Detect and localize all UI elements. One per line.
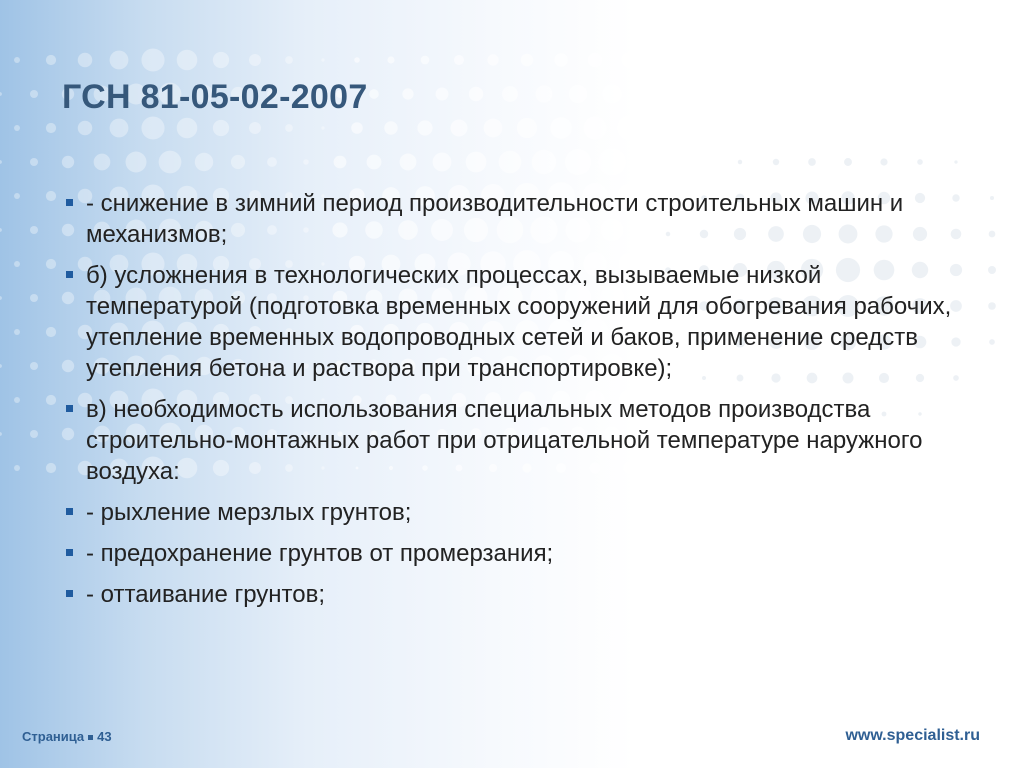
background-dot bbox=[0, 432, 2, 436]
bullet-item bbox=[66, 394, 966, 487]
background-dot bbox=[30, 158, 38, 166]
background-dot bbox=[738, 160, 742, 164]
background-dot bbox=[14, 193, 20, 199]
bullet-square-icon bbox=[66, 199, 73, 206]
background-dot bbox=[177, 118, 198, 139]
background-dot bbox=[402, 88, 413, 99]
background-dot bbox=[487, 54, 498, 65]
background-dot bbox=[859, 52, 875, 68]
background-dot bbox=[1014, 428, 1024, 440]
bullet-square-icon bbox=[66, 405, 73, 412]
background-dot bbox=[565, 149, 591, 175]
background-dot bbox=[808, 158, 816, 166]
background-dot bbox=[989, 231, 996, 238]
background-dot bbox=[1007, 217, 1024, 243]
background-dot bbox=[213, 52, 229, 68]
background-dot bbox=[689, 52, 705, 68]
background-dot bbox=[550, 117, 572, 139]
background-dot bbox=[684, 115, 710, 141]
background-dot bbox=[502, 86, 518, 102]
background-dot bbox=[30, 430, 38, 438]
background-dot bbox=[979, 427, 993, 441]
bullet-text: - снижение в зимний период производительности строительных машин и механизмов; bbox=[86, 190, 904, 248]
background-dot bbox=[321, 58, 324, 61]
background-dot bbox=[752, 115, 778, 141]
background-dot bbox=[928, 53, 942, 67]
background-dot bbox=[989, 339, 995, 345]
background-dot bbox=[195, 153, 213, 171]
background-dot bbox=[231, 155, 245, 169]
background-dot bbox=[46, 259, 56, 269]
background-dot bbox=[400, 154, 417, 171]
background-dot bbox=[972, 216, 1000, 244]
background-dot bbox=[14, 465, 20, 471]
background-dot bbox=[14, 329, 20, 335]
background-dot bbox=[1009, 151, 1024, 173]
background-dot bbox=[0, 228, 2, 232]
bullet-text: в) необходимость использования специальных методов производства строительно-монтажных работ при отрицательной температуре наружного воздуха: bbox=[86, 396, 923, 485]
background-dot bbox=[636, 84, 656, 104]
background-dot bbox=[943, 85, 961, 103]
background-dot bbox=[569, 85, 587, 103]
background-dot bbox=[46, 191, 56, 201]
bullet-text: - оттаивание грунтов; bbox=[86, 581, 326, 608]
background-dot bbox=[737, 83, 759, 105]
background-dot bbox=[889, 116, 913, 140]
background-dot bbox=[321, 126, 324, 129]
background-dot bbox=[988, 266, 996, 274]
background-dot bbox=[1012, 86, 1024, 102]
background-dot bbox=[667, 149, 693, 175]
background-dot bbox=[141, 116, 164, 139]
background-dot bbox=[0, 296, 2, 300]
background-dot bbox=[1008, 286, 1024, 311]
background-dot bbox=[387, 56, 394, 63]
background-dot bbox=[213, 120, 229, 136]
background-dot bbox=[484, 119, 503, 138]
background-dot bbox=[351, 122, 363, 134]
bullet-text: - рыхление мерзлых грунтов; bbox=[86, 499, 412, 526]
background-dot bbox=[14, 261, 20, 267]
background-dot bbox=[990, 183, 1016, 209]
background-dot bbox=[499, 151, 522, 174]
background-dot bbox=[583, 116, 606, 139]
background-dot bbox=[535, 85, 552, 102]
background-dot bbox=[521, 54, 534, 67]
background-dot bbox=[874, 84, 894, 104]
background-dot bbox=[30, 90, 38, 98]
background-dot bbox=[433, 153, 452, 172]
background-dot bbox=[267, 157, 277, 167]
background-dot bbox=[723, 52, 740, 69]
background-dot bbox=[285, 56, 293, 64]
background-dot bbox=[924, 117, 947, 140]
background-dot bbox=[0, 364, 2, 368]
background-dot bbox=[466, 152, 487, 173]
background-dot bbox=[249, 122, 261, 134]
background-dot bbox=[62, 156, 74, 168]
background-dot bbox=[450, 119, 467, 136]
background-dot bbox=[46, 327, 56, 337]
background-dot bbox=[771, 83, 793, 105]
bullet-list bbox=[66, 188, 966, 620]
page-indicator bbox=[22, 729, 112, 744]
bullet-text: - предохранение грунтов от промерзания; bbox=[86, 540, 554, 567]
background-dot bbox=[30, 362, 38, 370]
background-dot bbox=[384, 121, 397, 134]
background-dot bbox=[805, 83, 826, 104]
background-dot bbox=[454, 55, 464, 65]
background-dot bbox=[78, 121, 93, 136]
background-dot bbox=[757, 52, 774, 69]
background-dot bbox=[840, 84, 861, 105]
background-dot bbox=[126, 152, 147, 173]
background-dot bbox=[78, 53, 93, 68]
bullet-square-icon bbox=[66, 508, 73, 515]
background-dot bbox=[0, 160, 2, 164]
background-dot bbox=[334, 156, 347, 169]
background-dot bbox=[962, 53, 975, 66]
page-label: Страница bbox=[22, 729, 85, 744]
background-dot bbox=[369, 89, 379, 99]
website-link[interactable]: www.specialist.ru bbox=[845, 727, 980, 744]
background-dot bbox=[46, 395, 56, 405]
background-dot bbox=[990, 196, 994, 200]
background-dot bbox=[46, 463, 56, 473]
background-dot bbox=[421, 56, 430, 65]
background-dot bbox=[703, 83, 724, 104]
background-dot bbox=[30, 226, 38, 234]
background-dot bbox=[786, 115, 812, 141]
background-dot bbox=[554, 53, 568, 67]
background-dot bbox=[820, 115, 846, 141]
background-dot bbox=[1010, 356, 1024, 376]
background-dot bbox=[908, 84, 927, 103]
background-dot bbox=[14, 397, 20, 403]
bullet-item bbox=[66, 538, 966, 569]
bullet-item bbox=[66, 260, 966, 384]
background-dot bbox=[954, 160, 957, 163]
bullet-square-icon bbox=[66, 271, 73, 278]
background-dot bbox=[598, 148, 626, 176]
background-dot bbox=[999, 464, 1008, 473]
background-dot bbox=[110, 119, 129, 138]
background-dot bbox=[855, 116, 880, 141]
background-dot bbox=[975, 355, 996, 376]
bullet-text: б) усложнения в технологических процессах, вызываемые низкой температурой (подготовка временных сооружений для обогревания рабочих, утепление временных водопроводных сетей и баков, применение средств утепления бетона и раствора при транспортировке); bbox=[86, 262, 952, 382]
background-dot bbox=[825, 52, 841, 68]
background-dot bbox=[988, 302, 996, 310]
separator-square-icon bbox=[88, 735, 93, 740]
background-dot bbox=[14, 57, 20, 63]
background-dot bbox=[701, 149, 726, 174]
background-dot bbox=[14, 125, 20, 131]
background-dot bbox=[46, 123, 56, 133]
background-dot bbox=[991, 320, 1015, 344]
background-dot bbox=[773, 159, 779, 165]
background-dot bbox=[993, 118, 1013, 138]
background-dot bbox=[632, 148, 659, 175]
background-dot bbox=[177, 50, 198, 71]
background-dot bbox=[30, 294, 38, 302]
background-dot bbox=[803, 149, 828, 174]
bullet-square-icon bbox=[66, 590, 73, 597]
background-dot bbox=[939, 149, 965, 175]
background-dot bbox=[532, 150, 556, 174]
background-dot bbox=[958, 117, 979, 138]
background-dot bbox=[249, 54, 261, 66]
background-dot bbox=[718, 115, 744, 141]
background-dot bbox=[621, 52, 636, 67]
background-dot bbox=[844, 158, 852, 166]
bullet-item bbox=[66, 188, 966, 250]
background-dot bbox=[46, 55, 56, 65]
background-dot bbox=[436, 88, 449, 101]
background-dot bbox=[974, 150, 998, 174]
slide-title: ГСН 81-05-02-2007 bbox=[62, 78, 368, 116]
background-dot bbox=[94, 154, 111, 171]
background-dot bbox=[791, 52, 808, 69]
background-dot bbox=[617, 116, 641, 140]
background-dot bbox=[655, 52, 671, 68]
background-dot bbox=[110, 51, 129, 70]
background-dot bbox=[367, 155, 382, 170]
background-dot bbox=[880, 158, 887, 165]
background-dot bbox=[141, 48, 164, 71]
bullet-item bbox=[66, 579, 966, 610]
background-dot bbox=[159, 151, 182, 174]
background-dot bbox=[517, 118, 537, 138]
background-dot bbox=[354, 57, 360, 63]
background-dot bbox=[995, 392, 1012, 409]
background-dot bbox=[417, 120, 432, 135]
background-dot bbox=[893, 52, 908, 67]
bullet-item bbox=[66, 497, 966, 528]
background-dot bbox=[588, 53, 603, 68]
bullet-square-icon bbox=[66, 549, 73, 556]
background-dot bbox=[469, 87, 483, 101]
background-dot bbox=[285, 124, 293, 132]
background-dot bbox=[917, 159, 923, 165]
background-dot bbox=[978, 86, 995, 103]
background-dot bbox=[303, 159, 309, 165]
background-dot bbox=[997, 54, 1009, 66]
background-dot bbox=[650, 115, 675, 140]
background-dot bbox=[0, 92, 2, 96]
background-dot bbox=[602, 84, 621, 103]
background-dot bbox=[670, 84, 691, 105]
page-number: 43 bbox=[97, 729, 112, 744]
